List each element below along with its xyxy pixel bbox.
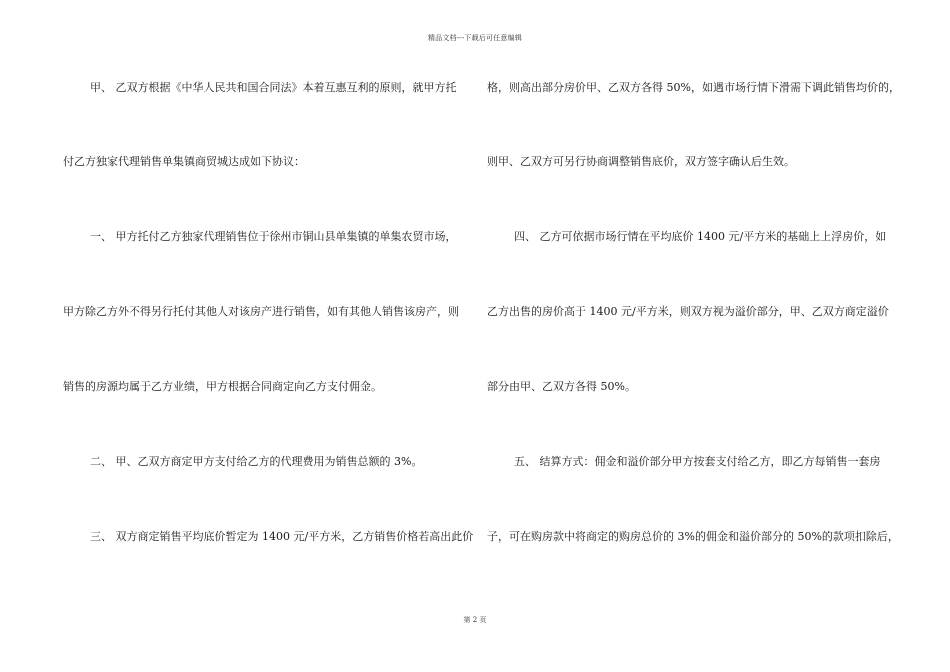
right-paragraph-line: 格，则高出部分房价甲、乙双方各得 50%，如遇市场行情下滑需下调此销售均价的， — [487, 81, 900, 94]
page-header: 精品文档---下载后可任意编辑 — [427, 34, 523, 42]
left-paragraph-line: 三、 双方商定销售平均底价暂定为 1400 元/平方米，乙方销售价格若高出此价 — [90, 530, 474, 543]
right-paragraph-line: 子，可在购房款中将商定的购房总价的 3%的佣金和溢价部分的 50%的款项扣除后， — [487, 530, 899, 543]
left-paragraph-line: 二、 甲、乙双方商定甲方支付给乙方的代理费用为销售总额的 3%。 — [90, 455, 423, 468]
right-paragraph-line: 四、 乙方可依据市场行情在平均底价 1400 元/平方米的基础上上浮房价，如 — [514, 230, 887, 243]
left-paragraph-line: 甲、 乙双方根据《中华人民共和国合同法》本着互惠互利的原则，就甲方托 — [90, 81, 457, 94]
right-paragraph-line: 则甲、乙双方可另行协商调整销售底价，双方签字确认后生效。 — [487, 155, 795, 168]
right-paragraph-line: 乙方出售的房价高于 1400 元/平方米，则双方视为溢价部分，甲、乙双方商定溢价 — [487, 305, 889, 318]
page-number: 第 2 页 — [463, 616, 487, 624]
left-paragraph-line: 一、 甲方托付乙方独家代理销售位于徐州市铜山县单集镇的单集农贸市场， — [90, 230, 457, 243]
left-paragraph-line: 甲方除乙方外不得另行托付其他人对该房产进行销售，如有其他人销售该房产，则 — [63, 305, 459, 318]
right-paragraph-line: 五、 结算方式：佣金和溢价部分甲方按套支付给乙方，即乙方每销售一套房 — [514, 455, 881, 468]
left-paragraph-line: 销售的房源均属于乙方业绩，甲方根据合同商定向乙方支付佣金。 — [63, 380, 382, 393]
left-paragraph-line: 付乙方独家代理销售单集镇商贸城达成如下协议： — [63, 155, 305, 168]
right-paragraph-line: 部分由甲、乙双方各得 50%。 — [487, 380, 636, 393]
